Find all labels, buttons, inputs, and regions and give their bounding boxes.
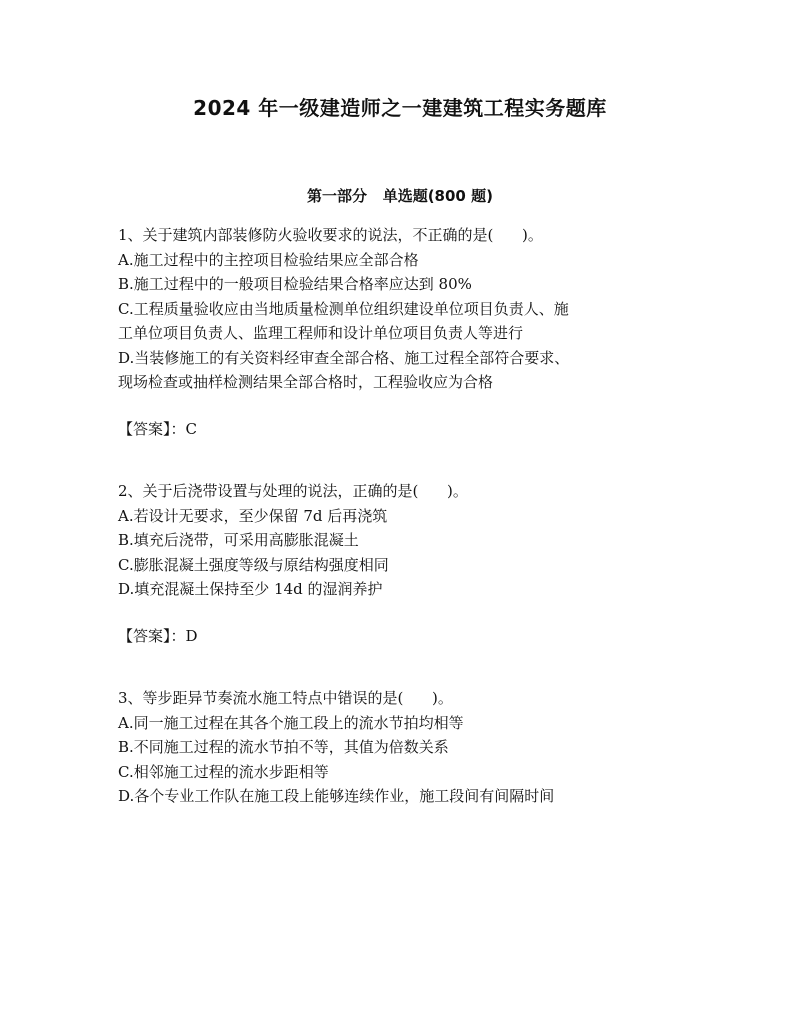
option-b: B.施工过程中的一般项目检验结果合格率应达到 80% [118, 275, 472, 293]
option-c: C.相邻施工过程的流水步距相等 [118, 762, 329, 781]
answer-label: 【答案】：C [118, 419, 197, 438]
question-1 [118, 223, 678, 441]
option-c: C.膨胀混凝土强度等级与原结构强度相同 [118, 555, 389, 574]
option-c: C.工程质量验收应由当地质量检测单位组织建设单位项目负责人、施 [118, 299, 569, 318]
option-a: A.施工过程中的主控项目检验结果应全部合格 [118, 250, 419, 269]
question-stem: 1、关于建筑内部装修防火验收要求的说法，不正确的是( )。 [118, 226, 543, 244]
question-stem: 2、关于后浇带设置与处理的说法，正确的是( )。 [118, 482, 468, 500]
option-d: D.填充混凝土保持至少 14d 的湿润养护 [118, 580, 383, 598]
question-2 [118, 479, 678, 648]
section-heading: 第一部分 单选题(800 题) [307, 187, 493, 205]
option-b: B.不同施工过程的流水节拍不等，其值为倍数关系 [118, 738, 449, 756]
option-c-continued: 工单位项目负责人、监理工程师和设计单位项目负责人等进行 [118, 324, 524, 342]
option-a: A.同一施工过程在其各个施工段上的流水节拍均相等 [118, 713, 464, 732]
option-a: A.若设计无要求，至少保留 7d 后再浇筑 [118, 506, 388, 525]
option-d: D.当装修施工的有关资料经审查全部合格、施工过程全部符合要求、 [118, 348, 570, 367]
option-d: D.各个专业工作队在施工段上能够连续作业，施工段间有间隔时间 [118, 787, 555, 805]
question-stem: 3、等步距异节奏流水施工特点中错误的是( )。 [118, 689, 453, 707]
question-list [118, 223, 678, 847]
document-title: 2024 年一级建造师之一建建筑工程实务题库 [193, 96, 607, 120]
question-3 [118, 686, 678, 809]
answer-label: 【答案】：D [118, 626, 198, 645]
option-b: B.填充后浇带，可采用高膨胀混凝土 [118, 531, 359, 549]
option-d-continued: 现场检查或抽样检测结果全部合格时，工程验收应为合格 [118, 373, 494, 391]
